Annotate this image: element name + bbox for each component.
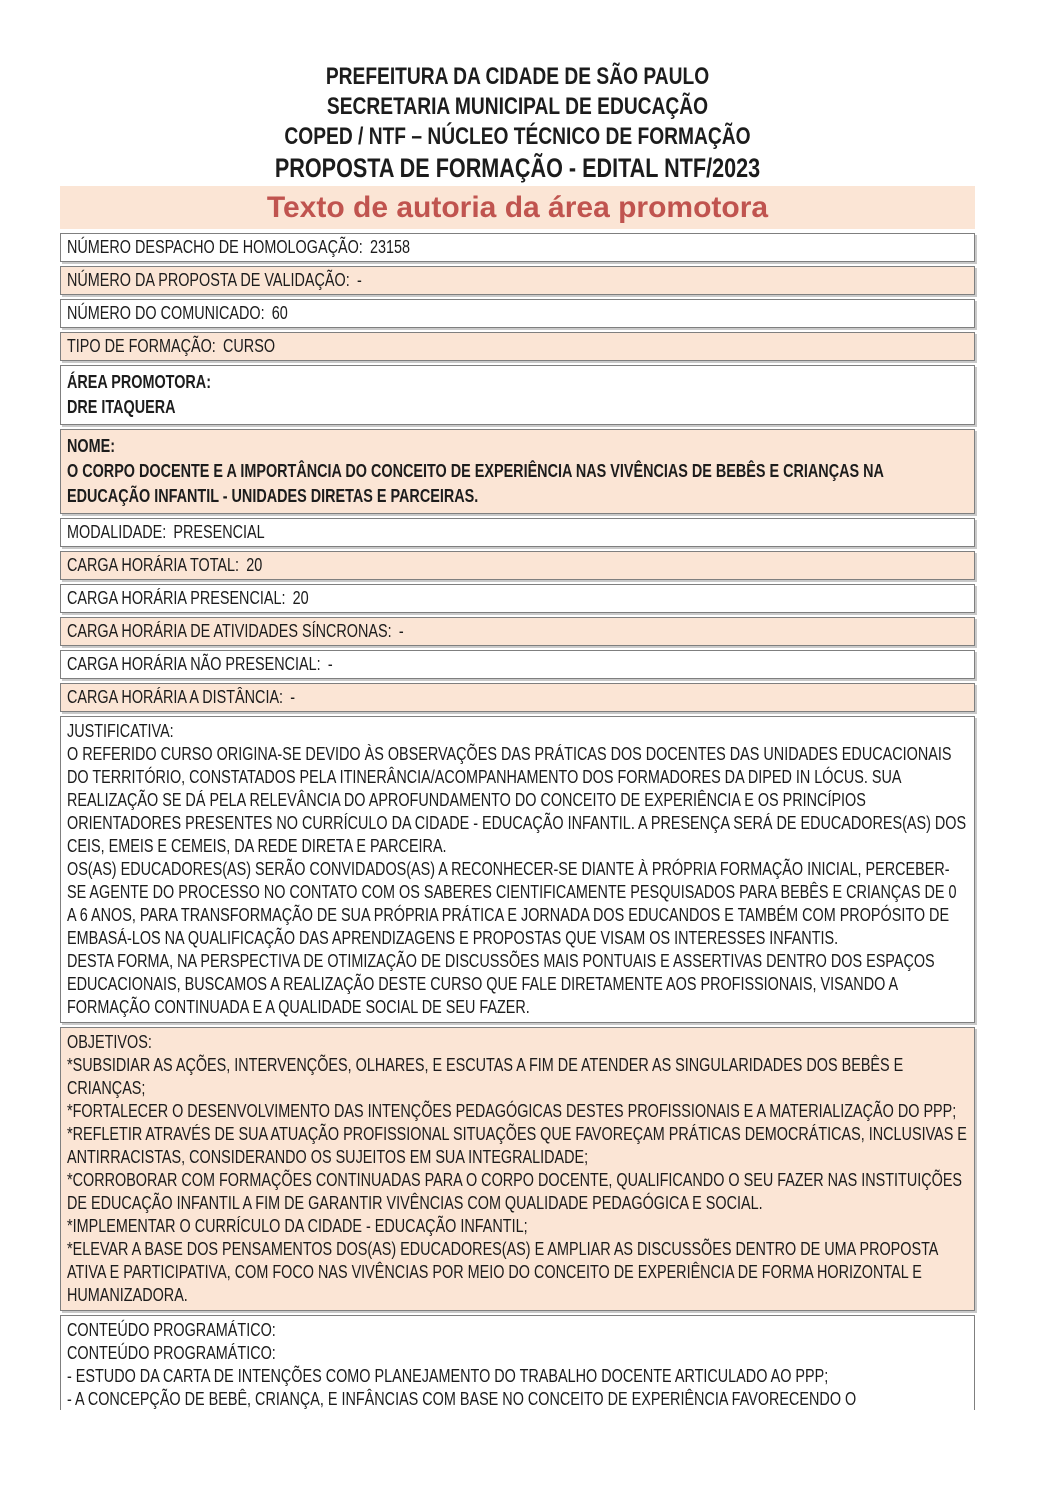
field-value: CURSO xyxy=(223,336,276,356)
field-label: CARGA HORÁRIA TOTAL: xyxy=(67,555,240,575)
conteudo-item: - A CONCEPÇÃO DE BEBÊ, CRIANÇA, E INFÂNCIAS COM BASE NO CONCEITO DE EXPERIÊNCIA FAVORECENDO O xyxy=(67,1389,857,1409)
field-content xyxy=(67,686,968,709)
document-header xyxy=(60,62,975,185)
field-label: CARGA HORÁRIA A DISTÂNCIA: xyxy=(67,687,284,707)
field-label: NÚMERO DESPACHO DE HOMOLOGAÇÃO: xyxy=(67,237,363,257)
field-label: CARGA HORÁRIA DE ATIVIDADES SÍNCRONAS: xyxy=(67,621,392,641)
field-carga-horaria-nao-presencial xyxy=(60,650,975,679)
field-label: NÚMERO DO COMUNICADO: xyxy=(67,303,265,323)
objetivo-item: *SUBSIDIAR AS AÇÕES, INTERVENÇÕES, OLHARES, E ESCUTAS A FIM DE ATENDER AS SINGULARIDADES DOS BEBÊS E CRIANÇAS; xyxy=(67,1055,904,1098)
field-value: - xyxy=(398,621,404,641)
field-value: PRESENCIAL xyxy=(173,522,265,542)
field-carga-horaria-atividades-sincronas xyxy=(60,617,975,646)
field-content xyxy=(67,620,968,643)
field-content xyxy=(67,370,968,420)
header-doc-title: PROPOSTA DE FORMAÇÃO - EDITAL NTF/2023 xyxy=(274,153,761,183)
justificativa-paragraph: OS(AS) EDUCADORES(AS) SERÃO CONVIDADOS(AS) A RECONHECER-SE DIANTE À PRÓPRIA FORMAÇÃO INICIAL, PERCEBER-SE AGENTE DO PROCESSO NO CONTATO COM OS SABERES CIENTIFICAMENTE PESQUISADOS PARA BEBÊS E CRIANÇAS DE 0 A 6 ANOS, PARA TRANSFORMAÇÃO DE SUA PRÓPRIA PRÁTICA E JORNADA DOS EDUCANDOS E TAMBÉM COM PROPÓSITO DE EMBASÁ-LOS NA QUALIFICAÇÃO DAS APRENDIZAGENS E PROPOSTAS QUE VISAM OS INTERESSES INFANTIS. xyxy=(67,859,957,948)
field-content xyxy=(67,587,968,610)
field-label: TIPO DE FORMAÇÃO: xyxy=(67,336,216,356)
objetivo-item: *CORROBORAR COM FORMAÇÕES CONTINUADAS PARA O CORPO DOCENTE, QUALIFICANDO O SEU FAZER NAS INSTITUIÇÕES DE EDUCAÇÃO INFANTIL A FIM DE GARANTIR VIVÊNCIAS COM QUALIDADE PEDAGÓGICA E SOCIAL. xyxy=(67,1170,963,1213)
section-label: OBJETIVOS: xyxy=(67,1032,152,1052)
objetivo-item: *FORTALECER O DESENVOLVIMENTO DAS INTENÇÕES PEDAGÓGICAS DESTES PROFISSIONAIS E A MATERIALIZAÇÃO DO PPP; xyxy=(67,1101,957,1121)
field-value: 23158 xyxy=(369,237,411,257)
field-area-promotora xyxy=(60,365,975,425)
section-label: CONTEÚDO PROGRAMÁTICO: xyxy=(67,1320,276,1340)
field-carga-horaria-presencial xyxy=(60,584,975,613)
header-unit-name: COPED / NTF – NÚCLEO TÉCNICO DE FORMAÇÃO xyxy=(284,123,751,150)
section-content xyxy=(67,1319,968,1410)
justificativa-paragraph: DESTA FORMA, NA PERSPECTIVA DE OTIMIZAÇÃO DE DISCUSSÕES MAIS PONTUAIS E ASSERTIVAS DENTRO DOS ESPAÇOS EDUCACIONAIS, BUSCAMOS A REALIZAÇÃO DESTE CURSO QUE FALE DIRETAMENTE AOS PROFISSIONAIS, VISANDO A FORMAÇÃO CONTINUADA E A QUALIDADE SOCIAL DE SEU FAZER. xyxy=(67,951,935,1017)
field-content xyxy=(67,653,968,676)
objetivo-item: *REFLETIR ATRAVÉS DE SUA ATUAÇÃO PROFISSIONAL SITUAÇÕES QUE FAVOREÇAM PRÁTICAS DEMOCRÁTICAS, INCLUSIVAS E ANTIRRACISTAS, CONSIDERANDO OS SUJEITOS EM SUA INTEGRALIDADE; xyxy=(67,1124,967,1167)
header-secretariat-name: SECRETARIA MUNICIPAL DE EDUCAÇÃO xyxy=(326,93,709,120)
field-content xyxy=(67,521,968,544)
field-numero-proposta-validacao xyxy=(60,266,975,295)
conteudo-item: CONTEÚDO PROGRAMÁTICO: xyxy=(67,1343,276,1363)
field-content xyxy=(67,554,968,577)
objetivo-item: *IMPLEMENTAR O CURRÍCULO DA CIDADE - EDUCAÇÃO INFANTIL; xyxy=(67,1216,528,1236)
field-value: - xyxy=(327,654,333,674)
justificativa-paragraph: O REFERIDO CURSO ORIGINA-SE DEVIDO ÀS OBSERVAÇÕES DAS PRÁTICAS DOS DOCENTES DAS UNIDADES EDUCACIONAIS DO TERRITÓRIO, CONSTATADOS PELA ITINERÂNCIA/ACOMPANHAMENTO DOS FORMADORES DA DIPED IN LÓCUS. SUA REALIZAÇÃO SE DÁ PELA RELEVÂNCIA DO APROFUNDAMENTO DO CONCEITO DE EXPERIÊNCIA E OS PRINCÍPIOS ORIENTADORES PRESENTES NO CURRÍCULO DA CIDADE - EDUCAÇÃO INFANTIL. A PRESENÇA SERÁ DE EDUCADORES(AS) DOS CEIS, EMEIS E CEMEIS, DA REDE DIRETA E PARCEIRA. xyxy=(67,744,967,856)
field-content xyxy=(67,236,968,259)
field-content xyxy=(67,269,968,292)
field-label: CARGA HORÁRIA PRESENCIAL: xyxy=(67,588,286,608)
field-nome xyxy=(60,429,975,514)
field-value: DRE ITAQUERA xyxy=(67,397,176,417)
field-content xyxy=(67,302,968,325)
field-value: 20 xyxy=(246,555,263,575)
section-conteudo-programatico xyxy=(60,1315,975,1410)
field-value: - xyxy=(356,270,362,290)
field-label: NÚMERO DA PROPOSTA DE VALIDAÇÃO: xyxy=(67,270,350,290)
header-org-name: PREFEITURA DA CIDADE DE SÃO PAULO xyxy=(325,63,710,90)
field-value: 20 xyxy=(292,588,309,608)
field-content xyxy=(67,335,968,358)
field-value: O CORPO DOCENTE E A IMPORTÂNCIA DO CONCEITO DE EXPERIÊNCIA NAS VIVÊNCIAS DE BEBÊS E CRIANÇAS NA EDUCAÇÃO INFANTIL - UNIDADES DIRETAS E PARCEIRAS. xyxy=(67,461,884,506)
section-label: JUSTIFICATIVA: xyxy=(67,721,174,741)
field-carga-horaria-a-distancia xyxy=(60,683,975,712)
field-carga-horaria-total xyxy=(60,551,975,580)
field-modalidade xyxy=(60,518,975,547)
section-justificativa xyxy=(60,716,975,1023)
field-label: ÁREA PROMOTORA: xyxy=(67,372,211,392)
authorship-banner-text: Texto de autoria da área promotora xyxy=(266,191,769,224)
field-value: - xyxy=(290,687,296,707)
field-value: 60 xyxy=(271,303,288,323)
field-label: NOME: xyxy=(67,436,115,456)
field-tipo-formacao xyxy=(60,332,975,361)
section-content xyxy=(67,720,968,1019)
field-content xyxy=(67,434,968,509)
field-label: MODALIDADE: xyxy=(67,522,167,542)
field-numero-despacho-homologacao xyxy=(60,233,975,262)
authorship-banner xyxy=(60,186,975,229)
conteudo-item: - ESTUDO DA CARTA DE INTENÇÕES COMO PLANEJAMENTO DO TRABALHO DOCENTE ARTICULADO AO PPP; xyxy=(67,1366,829,1386)
section-objetivos xyxy=(60,1027,975,1311)
objetivo-item: *ELEVAR A BASE DOS PENSAMENTOS DOS(AS) EDUCADORES(AS) E AMPLIAR AS DISCUSSÕES DENTRO DE UMA PROPOSTA ATIVA E PARTICIPATIVA, COM FOCO NAS VIVÊNCIAS POR MEIO DO CONCEITO DE EXPERIÊNCIA DE FORMA HORIZONTAL E HUMANIZADORA. xyxy=(67,1239,938,1305)
section-content xyxy=(67,1031,968,1307)
field-label: CARGA HORÁRIA NÃO PRESENCIAL: xyxy=(67,654,321,674)
field-numero-comunicado xyxy=(60,299,975,328)
